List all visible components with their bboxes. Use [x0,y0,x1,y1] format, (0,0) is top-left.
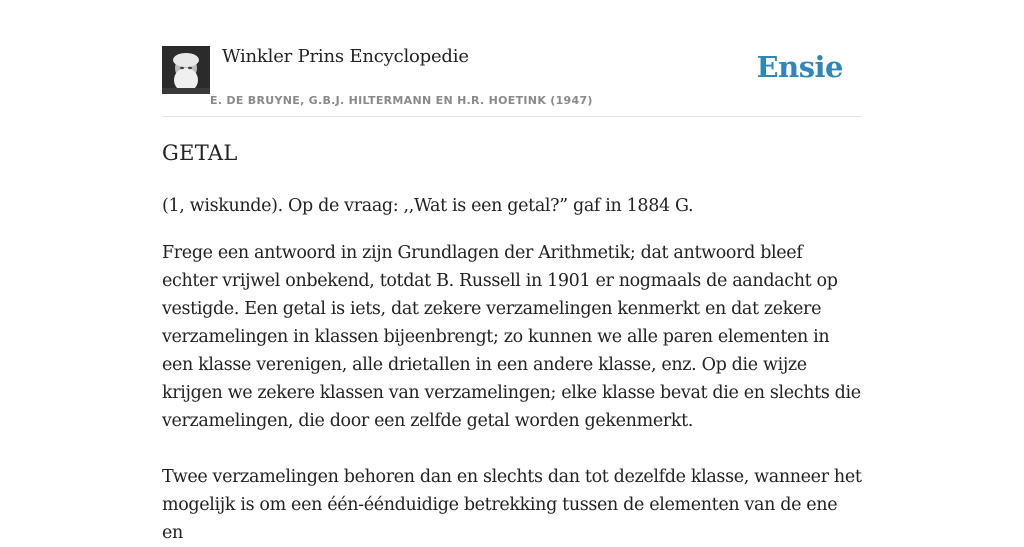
article-paragraph-1: (1, wiskunde). Op de vraag: ,,Wat is een getal?” gaf in 1884 G. [162,196,694,216]
brand-logo[interactable]: Ensie [756,50,843,84]
article-headword: GETAL [162,141,238,165]
portrait-icon [162,46,210,94]
site-header [162,0,862,117]
author-avatar[interactable] [162,46,210,94]
site-title[interactable]: Winkler Prins Encyclopedie [222,46,469,67]
article-paragraph-2: Frege een antwoord in zijn Grundlagen der Arithmetik; dat antwoord bleef echter vrijwel onbekend, totdat B. Russell in 1901 er nogmaals de aandacht op vestigde. Een getal is iets, dat zekere verzamelingen kenmerkt en dat zekere verzamelingen in klassen bijeenbrengt; zo kunnen we alle paren elementen in een klasse verenigen, alle drietallen in een andere klasse, enz. Op die wijze krijgen we zekere klassen van verzamelingen; elke klasse bevat die en slechts die verzamelingen, die door een zelfde getal worden gekenmerkt. [162,243,861,431]
authors-line: E. DE BRUYNE, G.B.J. HILTERMANN EN H.R. HOETINK (1947) [210,94,593,107]
article-paragraph-3: Twee verzamelingen behoren dan en slechts dan tot dezelfde klasse, wanneer het mogelijk is om een één-éénduidige betrekking tussen de elementen van de ene en [162,467,862,543]
page [162,0,862,543]
